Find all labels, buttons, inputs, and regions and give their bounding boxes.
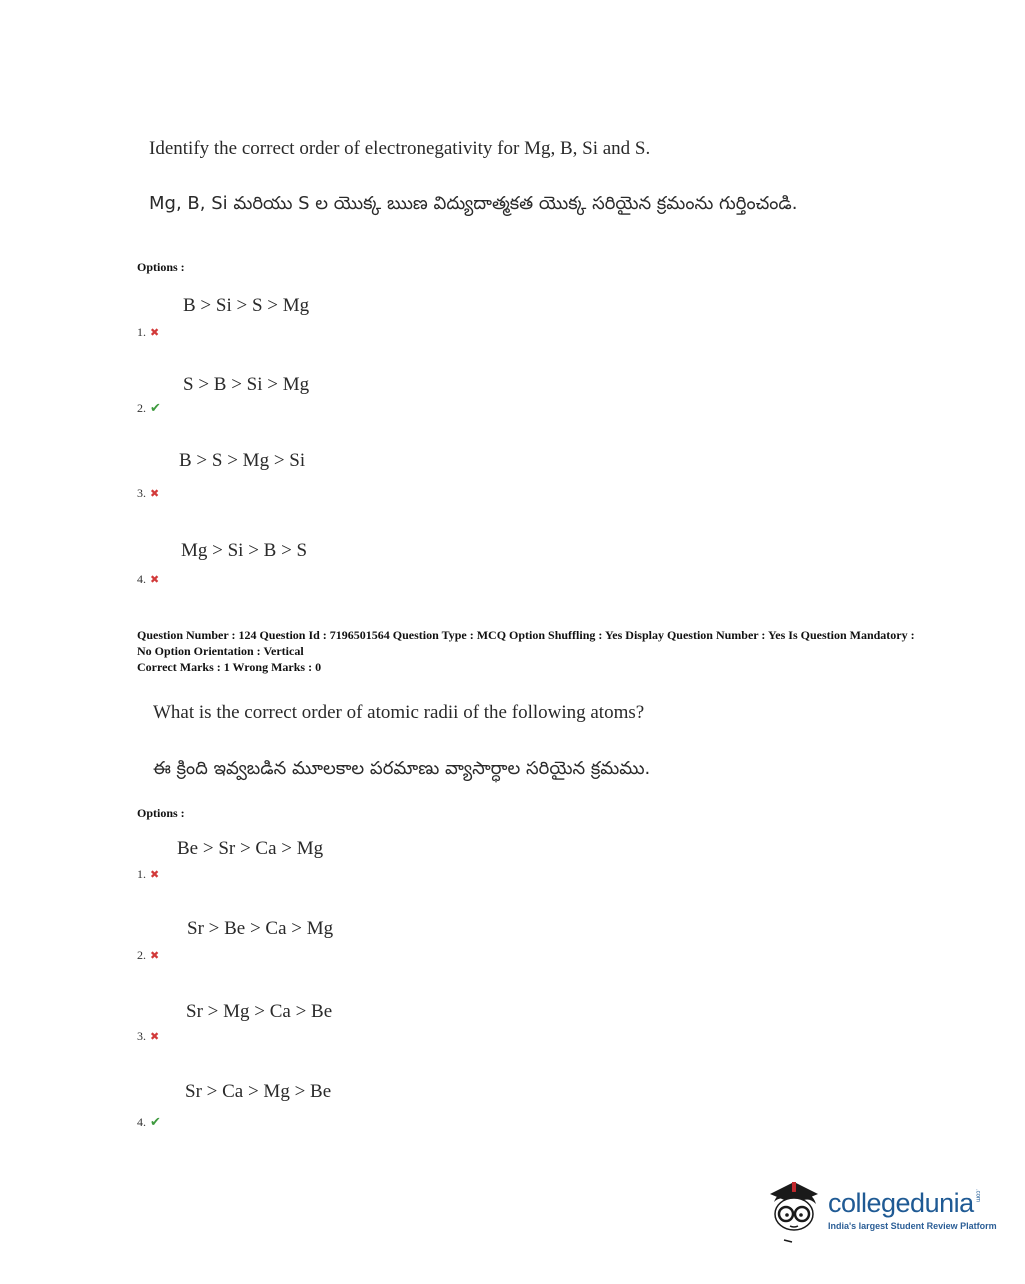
q2-meta-info <box>137 627 917 675</box>
student-mascot-icon <box>766 1176 822 1244</box>
q2-options-label: Options : <box>137 806 185 820</box>
option-number: 1. <box>137 325 146 339</box>
q2-option-1-text: Be > Sr > Ca > Mg <box>177 838 324 859</box>
q1-option-2 <box>137 401 161 416</box>
logo-domain-suffix: .com <box>974 1189 981 1203</box>
option-number: 1. <box>137 867 146 881</box>
q2-english-text: What is the correct order of atomic radii of the following atoms? <box>153 702 645 723</box>
q2-option-2-text: Sr > Be > Ca > Mg <box>187 918 334 939</box>
correct-mark-icon: ✔ <box>150 1115 161 1130</box>
q2-option-2 <box>137 948 159 963</box>
option-number: 2. <box>137 948 146 962</box>
q2-option-4 <box>137 1115 161 1130</box>
collegedunia-logo <box>766 1176 997 1244</box>
option-number: 3. <box>137 1029 146 1043</box>
q2-option-4-text: Sr > Ca > Mg > Be <box>185 1081 332 1102</box>
wrong-mark-icon: ✖ <box>150 573 160 586</box>
option-number: 2. <box>137 401 146 415</box>
wrong-mark-icon: ✖ <box>150 1030 160 1043</box>
q1-options-label: Options : <box>137 260 185 274</box>
wrong-mark-icon: ✖ <box>150 487 160 500</box>
q2-option-3-text: Sr > Mg > Ca > Be <box>186 1001 333 1022</box>
q1-option-3 <box>137 486 159 501</box>
q1-telugu-text: Mg, B, Si మరియు S ల యొక్క ఋణ విద్యుదాత్మకత యొక్క సరియైన క్రమంను గుర్తించండి. <box>149 193 798 214</box>
q1-option-3-text: B > S > Mg > Si <box>179 450 306 471</box>
q2-meta-line2: Correct Marks : 1 Wrong Marks : 0 <box>137 660 322 674</box>
option-number: 4. <box>137 1115 146 1129</box>
q1-option-4-text: Mg > Si > B > S <box>181 540 308 561</box>
correct-mark-icon: ✔ <box>150 401 161 416</box>
logo-brand-name: collegedunia <box>828 1188 974 1218</box>
logo-tagline: India's largest Student Review Platform <box>828 1221 997 1231</box>
q1-option-1-text: B > Si > S > Mg <box>183 295 310 316</box>
option-number: 4. <box>137 572 146 586</box>
q2-meta-line1: Question Number : 124 Question Id : 7196501564 Question Type : MCQ Option Shuffling : Yes Display Question Number : Yes Is Question Mandatory : No Option Orientation : Vertical <box>137 628 915 658</box>
q2-option-1 <box>137 867 159 882</box>
q1-english-text: Identify the correct order of electronegativity for Mg, B, Si and S. <box>149 138 651 159</box>
wrong-mark-icon: ✖ <box>150 326 160 339</box>
logo-text-block <box>828 1189 997 1231</box>
q2-telugu-text: ఈ క్రింది ఇవ్వబడిన మూలకాల పరమాణు వ్యాసార్ధాల సరియైన క్రమము. <box>153 758 651 779</box>
option-number: 3. <box>137 486 146 500</box>
q1-option-2-text: S > B > Si > Mg <box>183 374 310 395</box>
q1-option-1 <box>137 325 159 340</box>
wrong-mark-icon: ✖ <box>150 868 160 881</box>
q2-option-3 <box>137 1029 159 1044</box>
q1-option-4 <box>137 572 159 587</box>
wrong-mark-icon: ✖ <box>150 949 160 962</box>
